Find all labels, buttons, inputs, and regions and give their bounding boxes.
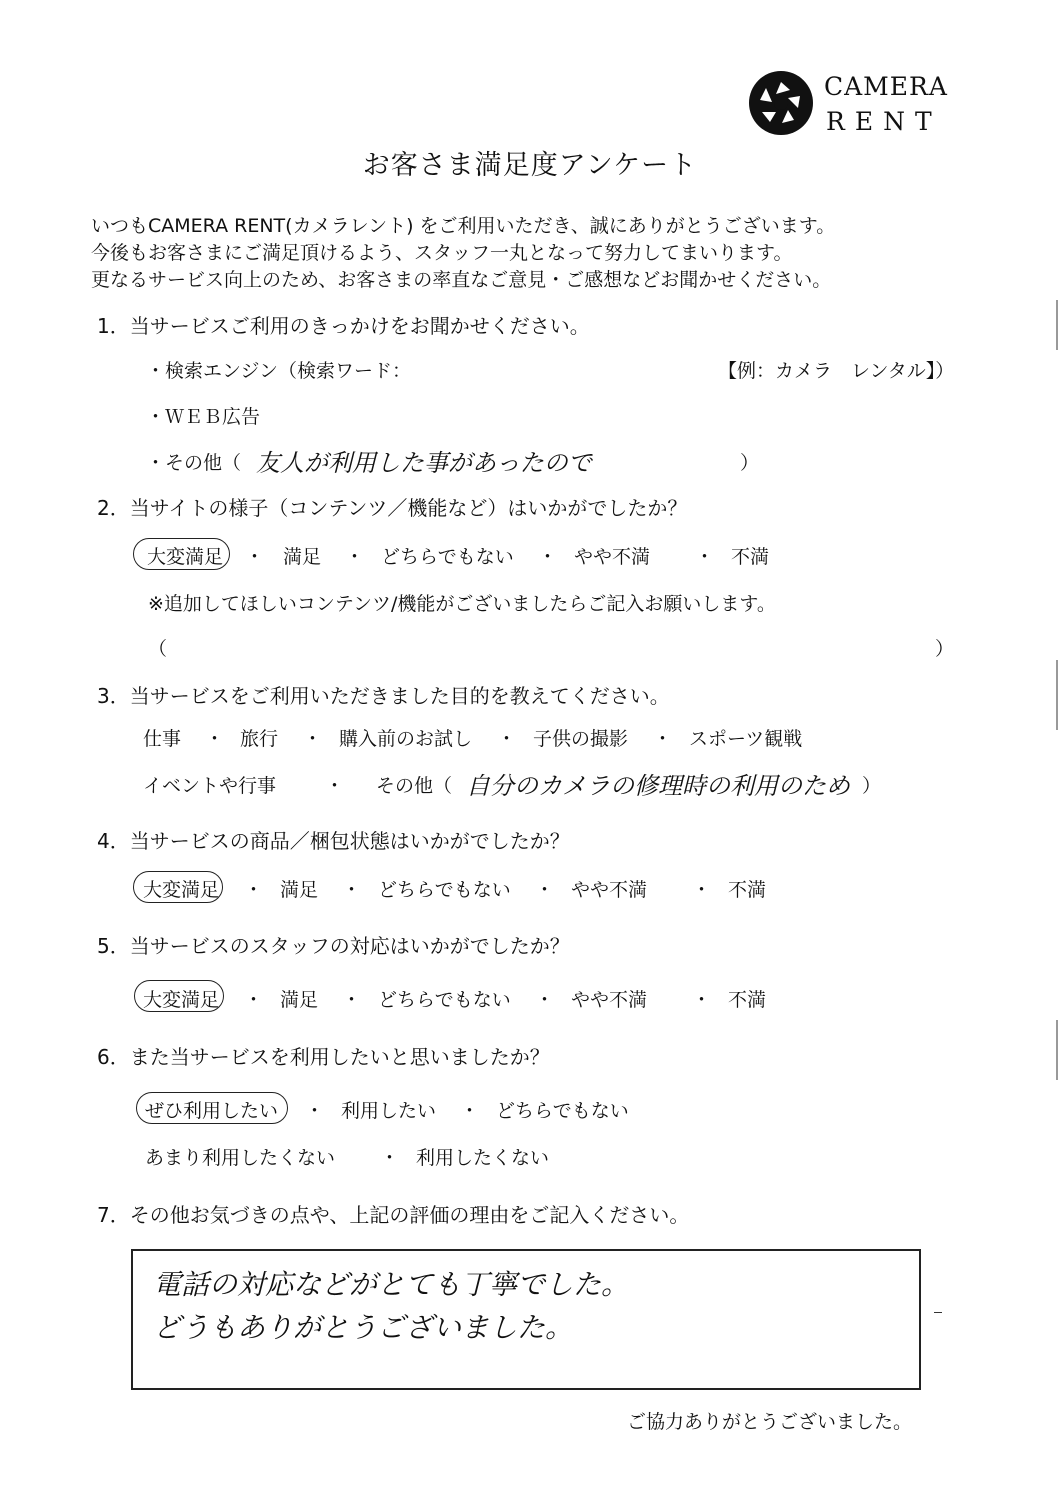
q1-option-search: ・検索エンジン（検索ワード： [146, 360, 412, 382]
q3-option-travel: 旅行 [240, 728, 279, 750]
question-4: 4．当サービスの商品／梱包状態はいかがでしたか？ [97, 829, 570, 853]
separator-dot: ・ [535, 879, 555, 901]
separator-dot: ・ [244, 879, 264, 901]
q2-note: ※追加してほしいコンテンツ/機能がございましたらご記入お願いします。 [148, 593, 776, 615]
q6-option-neutral: どちらでもない [496, 1100, 629, 1122]
scan-edge-mark [1056, 660, 1058, 730]
q5-option-satisfied: 満足 [280, 989, 319, 1011]
q7-handwritten-answer-line-2: どうもありがとうございました。 [153, 1311, 574, 1344]
q2-option-somewhat-dissatisfied: やや不満 [574, 546, 651, 568]
separator-dot: ・ [244, 989, 264, 1011]
q5-option-dissatisfied: 不満 [728, 989, 767, 1011]
separator-dot: ・ [303, 728, 323, 750]
q2-paren-close: ） [935, 638, 955, 660]
q2-paren-open: （ [148, 638, 168, 660]
q2-option-dissatisfied: 不満 [731, 546, 770, 568]
scan-edge-mark [1056, 300, 1058, 350]
scan-edge-mark [1056, 1020, 1058, 1080]
q6-option-rather-not: あまり利用したくない [145, 1147, 336, 1169]
q6-option-definitely: ぜひ利用したい [145, 1100, 279, 1122]
separator-dot: ・ [305, 1100, 325, 1122]
intro-line-2: 今後もお客さまにご満足頂けるよう、スタッフ一丸となって努力してまいります。 [91, 242, 793, 264]
q1-other-handwritten-answer: 友人が利用した事があったので [256, 449, 592, 477]
logo-text-rent: RENT [826, 107, 942, 136]
separator-dot: ・ [497, 728, 517, 750]
question-5: 5．当サービスのスタッフの対応はいかがでしたか？ [97, 934, 570, 958]
q4-option-dissatisfied: 不満 [728, 879, 767, 901]
separator-dot: ・ [692, 879, 712, 901]
q3-option-work: 仕事 [143, 728, 182, 750]
page-title: お客さま満足度アンケート [362, 150, 698, 181]
separator-dot: ・ [342, 989, 362, 1011]
question-2: 2．当サイトの様子（コンテンツ／機能など）はいかがでしたか？ [97, 496, 688, 520]
q7-handwritten-answer-line-1: 電話の対応などがとても丁寧でした。 [153, 1268, 630, 1301]
q4-option-neutral: どちらでもない [378, 879, 511, 901]
margin-tick-mark [934, 1312, 942, 1313]
question-1: 1．当サービスご利用のきっかけをお聞かせください。 [97, 314, 590, 338]
separator-dot: ・ [380, 1147, 400, 1169]
question-7: 7．その他お気づきの点や、上記の評価の理由をご記入ください。 [97, 1203, 690, 1227]
separator-dot: ・ [245, 546, 265, 568]
question-3: 3．当サービスをご利用いただきました目的を教えてください。 [97, 684, 670, 708]
q3-other-close: ） [862, 775, 882, 797]
q3-option-kids-photo: 子供の撮影 [533, 728, 629, 750]
separator-dot: ・ [695, 546, 715, 568]
separator-dot: ・ [692, 989, 712, 1011]
q1-search-example: 【例：カメラ レンタル】） [718, 360, 955, 382]
intro-line-3: 更なるサービス向上のため、お客さまの率直なご意見・ご感想などお聞かせください。 [91, 269, 832, 291]
separator-dot: ・ [460, 1100, 480, 1122]
footer-thanks: ご協力ありがとうございました。 [627, 1411, 913, 1433]
separator-dot: ・ [342, 879, 362, 901]
q5-option-very-satisfied: 大変満足 [143, 989, 220, 1011]
camera-shutter-logo-icon [748, 70, 814, 136]
q2-option-satisfied: 満足 [283, 546, 322, 568]
q3-option-other: その他（ [376, 775, 453, 797]
q6-option-yes: 利用したい [341, 1100, 437, 1122]
separator-dot: ・ [653, 728, 673, 750]
separator-dot: ・ [538, 546, 558, 568]
q4-option-very-satisfied: 大変満足 [143, 879, 220, 901]
q5-option-somewhat-dissatisfied: やや不満 [571, 989, 648, 1011]
q4-option-somewhat-dissatisfied: やや不満 [571, 879, 648, 901]
q1-option-web-ad: ・ＷＥＢ広告 [146, 406, 261, 428]
separator-dot: ・ [325, 775, 345, 797]
q2-option-neutral: どちらでもない [381, 546, 514, 568]
separator-dot: ・ [345, 546, 365, 568]
q5-option-neutral: どちらでもない [378, 989, 511, 1011]
q2-option-very-satisfied: 大変満足 [147, 546, 224, 568]
q6-option-no: 利用したくない [416, 1147, 550, 1169]
q3-option-event: イベントや行事 [143, 775, 277, 797]
separator-dot: ・ [535, 989, 555, 1011]
intro-line-1: いつもCAMERA RENT(カメラレント) をご利用いただき、誠にありがとうございます。 [91, 215, 836, 237]
separator-dot: ・ [205, 728, 225, 750]
q3-option-trial: 購入前のお試し [339, 728, 473, 750]
q1-option-other: ・その他（ [146, 452, 242, 474]
q3-option-sports: スポーツ観戦 [689, 728, 803, 750]
q1-other-close: ） [740, 452, 760, 474]
question-6: 6．また当サービスを利用したいと思いましたか？ [97, 1045, 550, 1069]
q4-option-satisfied: 満足 [280, 879, 319, 901]
logo-text-camera: CAMERA [824, 72, 948, 101]
q3-other-handwritten-answer: 自分のカメラの修理時の利用のため [466, 772, 850, 800]
